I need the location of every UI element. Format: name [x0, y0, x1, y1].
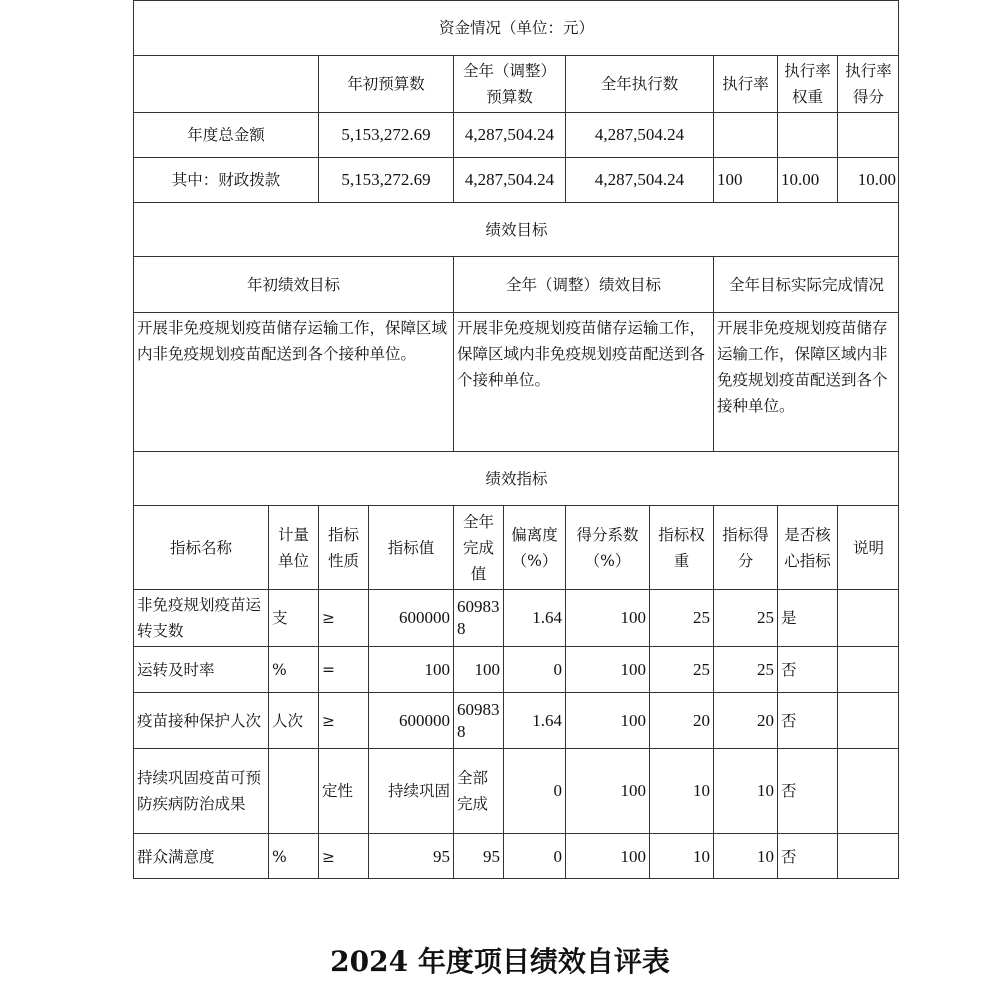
table-row-score: 20 [713, 692, 777, 748]
table-row-completed: 100 [453, 646, 503, 692]
funds-row-fiscal-label: 其中：财政拨款 [133, 157, 318, 202]
funds-row-total-label: 年度总金额 [133, 112, 318, 157]
funds-row-fiscal-initial: 5,153,272.69 [318, 157, 453, 202]
table-row-weight: 10 [649, 833, 713, 879]
table-row-target: 100 [368, 646, 453, 692]
funds-header-blank [133, 55, 318, 112]
table-row-score: 10 [713, 833, 777, 879]
table-row-score: 25 [713, 589, 777, 646]
ind-header-unit: 计量单位 [268, 505, 318, 589]
table-row-core: 否 [777, 748, 837, 833]
table-row-nature: ≥ [318, 833, 368, 879]
table-row-name: 群众满意度 [133, 833, 268, 879]
funds-section-title: 资金情况（单位：元） [133, 0, 899, 55]
funds-row-total-rate [713, 112, 777, 157]
table-row-nature: ≥ [318, 589, 368, 646]
table-row-deviation: 0 [503, 646, 565, 692]
goals-header-initial: 年初绩效目标 [133, 256, 453, 312]
table-row-coef: 100 [565, 589, 649, 646]
goals-section-title: 绩效目标 [133, 202, 899, 256]
table-row-coef: 100 [565, 833, 649, 879]
performance-table [133, 0, 899, 879]
table-row-note [837, 748, 899, 833]
table-row-unit [268, 748, 318, 833]
table-row-deviation: 0 [503, 748, 565, 833]
funds-row-total-initial: 5,153,272.69 [318, 112, 453, 157]
funds-header-execution: 全年执行数 [565, 55, 713, 112]
funds-row-fiscal-weight: 10.00 [777, 157, 837, 202]
table-row-score: 25 [713, 646, 777, 692]
funds-row-fiscal-executed: 4,287,504.24 [565, 157, 713, 202]
table-row-target: 600000 [368, 692, 453, 748]
table-row-core: 否 [777, 646, 837, 692]
table-row-deviation: 1.64 [503, 692, 565, 748]
ind-header-nature: 指标性质 [318, 505, 368, 589]
ind-header-core: 是否核心指标 [777, 505, 837, 589]
table-row-coef: 100 [565, 692, 649, 748]
table-row-target: 95 [368, 833, 453, 879]
table-row-completed: 609838 [453, 692, 503, 748]
table-row-target: 持续巩固 [368, 748, 453, 833]
funds-header-adjusted: 全年（调整）预算数 [453, 55, 565, 112]
table-row-core: 是 [777, 589, 837, 646]
ind-header-weight: 指标权重 [649, 505, 713, 589]
funds-header-rate: 执行率 [713, 55, 777, 112]
ind-header-completed: 全年完成值 [453, 505, 503, 589]
goals-adjusted-text: 开展非免疫规划疫苗储存运输工作，保障区域内非免疫规划疫苗配送到各个接种单位。 [453, 312, 713, 451]
table-row-completed: 全部完成 [453, 748, 503, 833]
goals-initial-text: 开展非免疫规划疫苗储存运输工作，保障区域内非免疫规划疫苗配送到各个接种单位。 [133, 312, 453, 451]
table-row-target: 600000 [368, 589, 453, 646]
table-row-coef: 100 [565, 646, 649, 692]
table-row-note [837, 692, 899, 748]
table-row-deviation: 0 [503, 833, 565, 879]
table-row-weight: 10 [649, 748, 713, 833]
ind-header-target: 指标值 [368, 505, 453, 589]
funds-header-initial: 年初预算数 [318, 55, 453, 112]
funds-row-total-score [837, 112, 899, 157]
table-row-unit: 支 [268, 589, 318, 646]
ind-header-score: 指标得分 [713, 505, 777, 589]
table-row-coef: 100 [565, 748, 649, 833]
table-row-unit: % [268, 833, 318, 879]
table-row-core: 否 [777, 833, 837, 879]
ind-header-coef: 得分系数（%） [565, 505, 649, 589]
ind-header-name: 指标名称 [133, 505, 268, 589]
funds-row-total-weight [777, 112, 837, 157]
funds-row-fiscal-rate: 100 [713, 157, 777, 202]
table-row-deviation: 1.64 [503, 589, 565, 646]
goals-actual-text: 开展非免疫规划疫苗储存运输工作，保障区域内非免疫规划疫苗配送到各个接种单位。 [713, 312, 899, 451]
table-row-name: 非免疫规划疫苗运转支数 [133, 589, 268, 646]
table-row-nature: = [318, 646, 368, 692]
goals-header-actual: 全年目标实际完成情况 [713, 256, 899, 312]
ind-header-note: 说明 [837, 505, 899, 589]
table-row-score: 10 [713, 748, 777, 833]
table-row-name: 运转及时率 [133, 646, 268, 692]
funds-row-fiscal-score: 10.00 [837, 157, 899, 202]
goals-header-adjusted: 全年（调整）绩效目标 [453, 256, 713, 312]
table-row-core: 否 [777, 692, 837, 748]
document-title: 2024 年度项目绩效自评表 [330, 945, 670, 978]
indicators-section-title: 绩效指标 [133, 451, 899, 505]
table-row-note [837, 833, 899, 879]
table-row-completed: 95 [453, 833, 503, 879]
table-row-unit: % [268, 646, 318, 692]
table-row-unit: 人次 [268, 692, 318, 748]
table-row-nature: ≥ [318, 692, 368, 748]
ind-header-deviation: 偏离度（%） [503, 505, 565, 589]
funds-row-fiscal-adjusted: 4,287,504.24 [453, 157, 565, 202]
funds-row-total-adjusted: 4,287,504.24 [453, 112, 565, 157]
funds-header-rate-score: 执行率得分 [837, 55, 899, 112]
funds-row-total-executed: 4,287,504.24 [565, 112, 713, 157]
table-row-note [837, 589, 899, 646]
table-row-name: 疫苗接种保护人次 [133, 692, 268, 748]
table-row-completed: 609838 [453, 589, 503, 646]
table-row-weight: 25 [649, 646, 713, 692]
funds-header-rate-weight: 执行率权重 [777, 55, 837, 112]
table-row-name: 持续巩固疫苗可预防疾病防治成果 [133, 748, 268, 833]
table-row-nature: 定性 [318, 748, 368, 833]
table-row-weight: 20 [649, 692, 713, 748]
table-row-weight: 25 [649, 589, 713, 646]
table-row-note [837, 646, 899, 692]
